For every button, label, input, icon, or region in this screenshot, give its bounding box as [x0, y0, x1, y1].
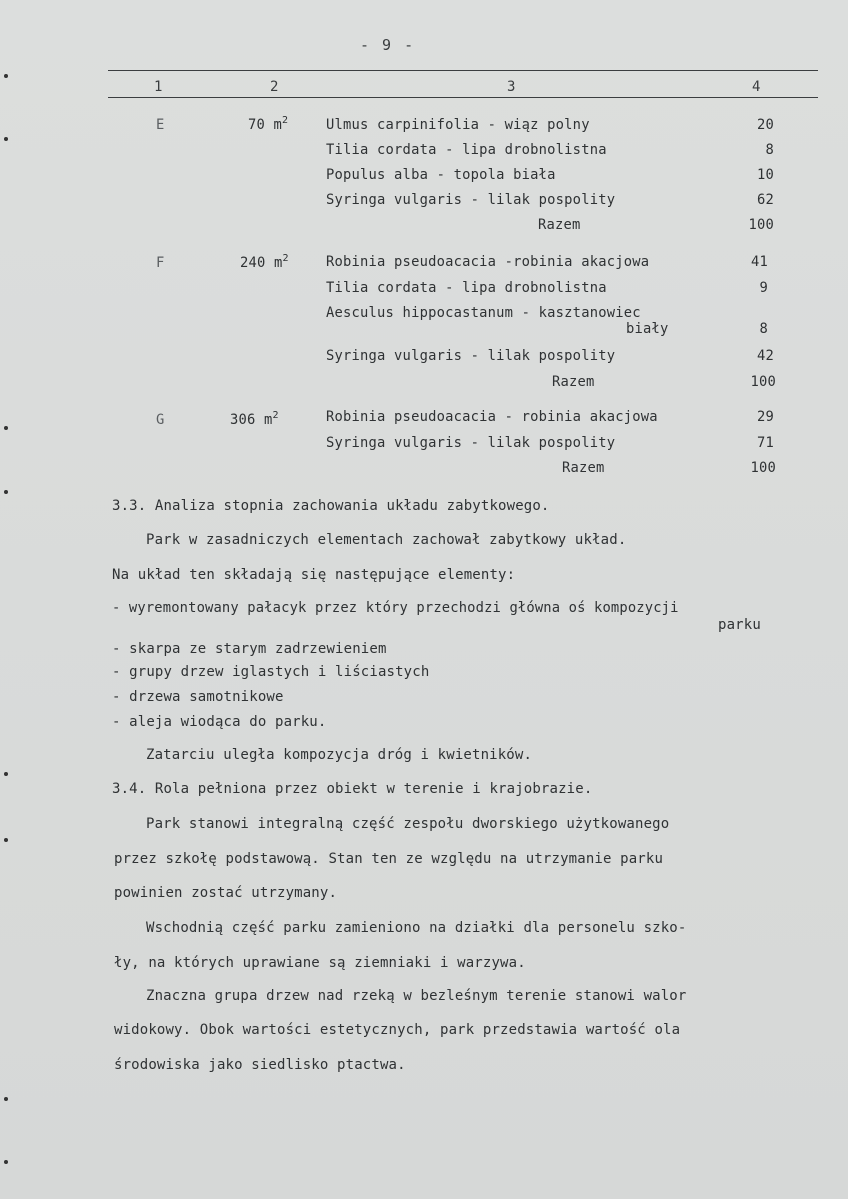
paragraph-line: widokowy. Obok wartości estetycznych, park przedstawia wartość ola: [114, 1022, 681, 1038]
species-share: 10: [756, 167, 774, 183]
column-header-1: 1: [154, 79, 163, 95]
edge-mark: [4, 1160, 8, 1164]
species-name: Ulmus carpinifolia - wiąz polny: [326, 117, 590, 133]
edge-mark: [4, 1097, 8, 1101]
species-name: Populus alba - topola biała: [326, 167, 556, 183]
group-id: E: [156, 117, 165, 133]
total-value: 100: [750, 374, 776, 390]
paragraph-line: powinien zostać utrzymany.: [114, 885, 338, 901]
list-item: - skarpa ze starym zadrzewieniem: [112, 641, 387, 657]
species-share: 20: [756, 117, 774, 133]
table-header-rule: [108, 97, 818, 98]
column-header-3: 3: [507, 79, 516, 95]
species-share: 29: [756, 409, 774, 425]
list-item: - drzewa samotnikowe: [112, 689, 284, 705]
species-share: 71: [756, 435, 774, 451]
list-intro: Na układ ten składają się następujące elementy:: [112, 567, 516, 583]
edge-mark: [4, 426, 8, 430]
total-value: 100: [748, 217, 774, 233]
species-name: Syringa vulgaris - lilak pospolity: [326, 192, 616, 208]
species-share: 41: [750, 254, 768, 270]
list-item-continued: parku: [718, 617, 761, 633]
species-share: 42: [756, 348, 774, 364]
paragraph-line: ły, na których uprawiane są ziemniaki i warzywa.: [114, 955, 526, 971]
section-heading: 3.3. Analiza stopnia zachowania układu zabytkowego.: [112, 498, 550, 514]
species-name: Syringa vulgaris - lilak pospolity: [326, 435, 616, 451]
group-id: F: [156, 255, 165, 271]
edge-mark: [4, 137, 8, 141]
edge-mark: [4, 838, 8, 842]
group-area: 70 $m^2$: [248, 115, 289, 133]
total-label: Razem: [552, 374, 595, 390]
species-name: Robinia pseudoacacia - robinia akacjowa: [326, 409, 658, 425]
species-share: 8: [765, 142, 774, 158]
total-label: Razem: [562, 460, 605, 476]
paragraph: Park w zasadniczych elementach zachował zabytkowy układ.: [146, 532, 627, 548]
species-name: Syringa vulgaris - lilak pospolity: [326, 348, 616, 364]
edge-mark: [4, 490, 8, 494]
paragraph-line: Znaczna grupa drzew nad rzeką w bezleśnym terenie stanowi walor: [146, 988, 687, 1004]
group-area: 240 $m^2$: [240, 253, 289, 271]
list-item: - grupy drzew iglastych i liściastych: [112, 664, 430, 680]
edge-mark: [4, 772, 8, 776]
list-item: - wyremontowany pałacyk przez który przechodzi główna oś kompozycji: [112, 600, 679, 616]
paragraph-line: Park stanowi integralną część zespołu dworskiego użytkowanego: [146, 816, 670, 832]
column-header-4: 4: [752, 79, 761, 95]
page-number: - 9 -: [360, 36, 416, 54]
group-area: 306 $m^2$: [230, 410, 279, 428]
paragraph: Zatarciu uległa kompozycja dróg i kwietników.: [146, 747, 533, 763]
edge-mark: [4, 74, 8, 78]
species-name: Tilia cordata - lipa drobnolistna: [326, 142, 607, 158]
column-header-2: 2: [270, 79, 279, 95]
species-name: Robinia pseudoacacia -robinia akacjowa: [326, 254, 650, 270]
species-name-continued: biały: [626, 321, 669, 337]
list-item: - aleja wiodąca do parku.: [112, 714, 327, 730]
species-name: Aesculus hippocastanum - kasztanowiec: [326, 305, 641, 321]
species-share: 9: [759, 280, 768, 296]
paragraph-line: przez szkołę podstawową. Stan ten ze względu na utrzymanie parku: [114, 851, 664, 867]
species-share: 62: [756, 192, 774, 208]
paragraph-line: Wschodnią część parku zamieniono na działki dla personelu szko-: [146, 920, 687, 936]
paragraph-line: środowiska jako siedlisko ptactwa.: [114, 1057, 406, 1073]
total-value: 100: [750, 460, 776, 476]
table-top-rule: [108, 70, 818, 71]
group-id: G: [156, 412, 165, 428]
species-name: Tilia cordata - lipa drobnolistna: [326, 280, 607, 296]
species-share: 8: [759, 321, 768, 337]
section-heading: 3.4. Rola pełniona przez obiekt w terenie i krajobrazie.: [112, 781, 593, 797]
total-label: Razem: [538, 217, 581, 233]
